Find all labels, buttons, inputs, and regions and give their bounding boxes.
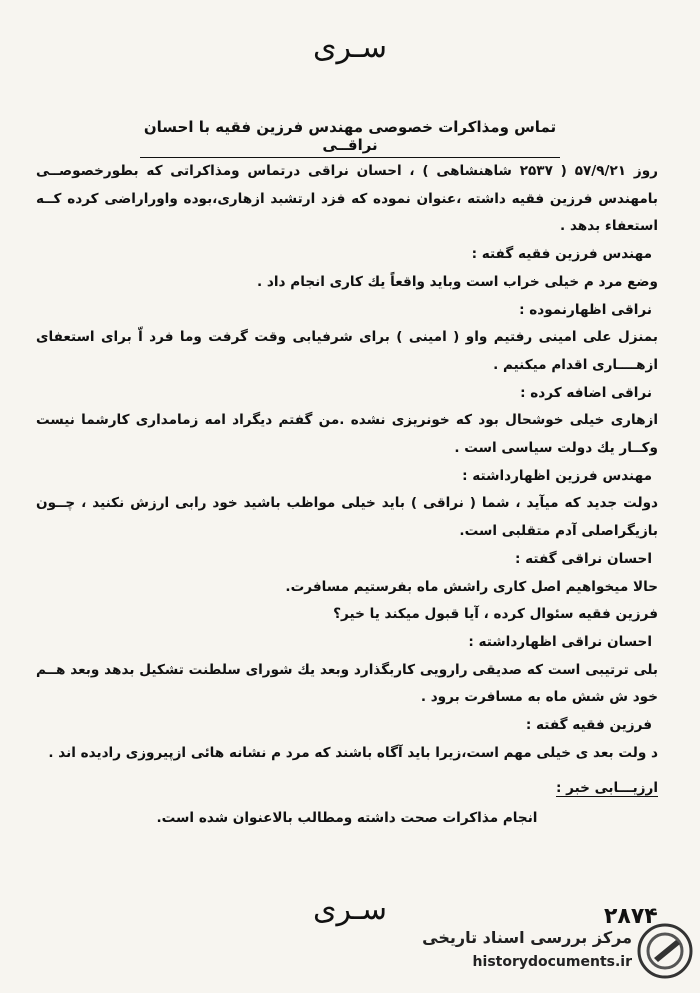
paragraph-6: حالا ميخواهيم اصل كارى راشش ماه بفرستيم مسافرت. [285,578,658,595]
paragraph-3: بمنزل على امينى رفتيم واو ( امينى ) براى شرفيابى وقت گرفت وما فرد اّ براى استعفاى ازهــــارى اقدام ميكنيم . [36,329,658,373]
classification-footer: سـرى [313,892,387,927]
archive-name: مركز بررسى اسناد تاريخى [422,928,632,947]
paragraph-1: روز ۵۷/۹/۲۱ ( ۲۵۳۷ شاهنشاهى ) ، احسان نراقى درتماس ومذاكراتى كه بطورخصوصــى بامهندس فرزين فقيه داشته ،عنوان نموده كه فزد ارتشبد ازهارى،بوده واوراراضى كرده كــه استعفاء بدهد . [36,163,658,235]
paragraph-2: وضع مرد م خيلى خراب است وبايد واقعاً يك كارى انجام داد . [257,273,658,290]
speaker-label: احسان نراقى اظهارداشته : [468,633,652,650]
paragraph-4: ازهارى خيلى خوشحال بود كه خونريزى نشده .من گفتم دیگراد امه زمامدارى كارشما نيست وكــار يك دولت سياسى است . [36,412,658,457]
paragraph-5: دولت جديد كه ميآيد ، شما ( نراقى ) بايد خيلى مواظب باشيد خود رابى ارزش نكنيد ، چــون بازيگراصلى آدم متقلبى است. [36,495,658,540]
classification-header: سـرى [313,30,387,65]
speaker-label: مهندس فرزين فقيه گفته : [471,246,652,263]
speaker-label: فرزين فقيه گفته : [525,717,652,734]
document-title: تماس ومذاكرات خصوصى مهندس فرزين فقيه با احسان نراقــى [140,118,560,158]
evaluation-label [36,775,658,803]
archive-emblem-icon [636,922,694,980]
speaker-label: نراقى اظهارنموده : [519,301,652,318]
paragraph-8: بلى ترتيبى است كه صديقى رارويى كاربگذارد وبعد يك شوراى سلطنت تشكيل بدهد وبعد هــم خود ش شش ماه به مسافرت برود . [36,661,658,706]
page-number: ۲۸۷۴ [604,904,658,929]
paragraph-9: د ولت بعد ى خيلى مهم است،زيرا بايد آگاه باشند كه مرد م نشانه هائى ازپيروزى راديده اند . [48,744,658,761]
speaker-label: احسان نراقى گفته : [515,550,652,567]
speaker-label: نراقى اضافه كرده : [520,384,652,401]
archive-watermark [422,916,700,993]
speaker-label: مهندس فرزين اظهارداشته : [462,467,652,484]
evaluation-text: انجام مذاكرات صحت داشته ومطالب بالاعنوان شده است. [156,810,538,827]
paragraph-7: فرزين فقيه سئوال كرده ، آيا قبول ميكند يا خير؟ [333,606,658,623]
document-body [36,158,658,833]
evaluation-label-text: ارزيـــابى خبر : [555,780,658,797]
archive-url: historydocuments.ir [472,954,632,970]
